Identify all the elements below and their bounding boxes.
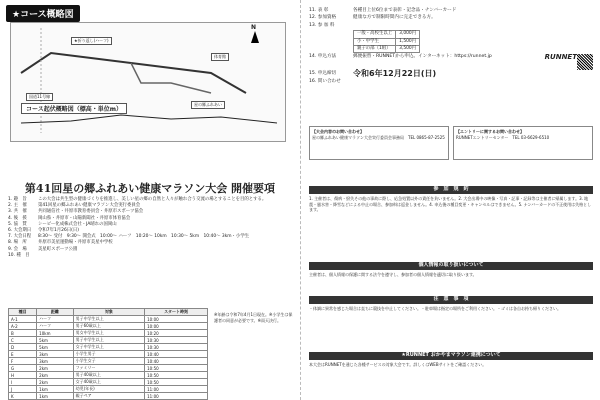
table-cell: 男子中学生以上 (73, 337, 145, 344)
right-item-value (353, 23, 593, 29)
runnet-title: ★RUNNET おかやまマラソン連携について (309, 352, 593, 360)
info-value: 令和7年1月26日(日) (38, 228, 79, 234)
runnet-section (309, 352, 593, 368)
fee-table (353, 30, 420, 53)
runnet-logo: RUNNET (544, 53, 577, 62)
right-item-row (309, 15, 593, 21)
table-row (9, 379, 208, 386)
notes-body: ・体調に異常を感じた場合は直ちに競技を中止してください。・駐車場は指定の場所をご利用ください。・ゴミは各自お持ち帰りください。 (309, 305, 561, 311)
table-cell: A-2 (9, 323, 37, 330)
fee-row (354, 31, 420, 38)
table-cell: 男子中学生以上 (73, 316, 145, 323)
rules-section (309, 186, 593, 213)
runnet-body: 本大会はRUNNETを通じた各種サービスの対象大会です。詳しくはWEBサイトをご確認ください。 (309, 361, 487, 367)
table-cell: 10:50 (145, 379, 208, 386)
right-item-key: 11. 表 彰 (309, 8, 329, 13)
info-value: 美星町スポーツ公園 (38, 246, 78, 252)
table-row (9, 365, 208, 372)
table-row (9, 393, 208, 400)
category-table (8, 308, 208, 400)
privacy-title: 個人情報の取り扱いについて (309, 262, 593, 270)
table-cell: F (9, 358, 37, 365)
table-cell: 男子60歳以上 (73, 323, 145, 330)
table-cell: 3km (37, 351, 73, 358)
table-cell: 2km (37, 365, 73, 372)
table-cell: 小学生女子 (73, 358, 145, 365)
table-cell: ハーフ (37, 323, 73, 330)
table-row (9, 344, 208, 351)
deadline-key: 15. 申込締切 (309, 71, 337, 77)
contact-key: 16. 問い合わせ (309, 78, 341, 84)
table-cell: 小学生男子 (73, 351, 145, 358)
course-map (10, 22, 286, 142)
info-value: 8:30〜 受付 9:30〜 開会式 10:00〜 ハーフ 10:20〜 10km 10:30〜 5km 10:40〜 3km・小学生 (38, 234, 250, 240)
table-cell: 幼児(年長) (73, 386, 145, 393)
table-cell: G (9, 365, 37, 372)
info-key: 5. 協 賛 (8, 221, 27, 227)
table-row (9, 351, 208, 358)
info-key: 1. 趣 旨 (8, 197, 27, 202)
info-key: 7. 大会日程 (8, 234, 32, 240)
right-item-key: 12. 参加資格 (309, 15, 337, 21)
qr-code (577, 54, 593, 70)
elevation-line (21, 115, 277, 123)
table-cell: 10:00 (145, 316, 208, 323)
table-cell: ファミリー (73, 365, 145, 372)
elevation-label: コース起伏概略図（標高・単位m） (21, 103, 127, 114)
table-cell: 男女中学生以上 (73, 330, 145, 337)
category-header-cell: 距離 (37, 309, 73, 316)
table-cell: 11:00 (145, 386, 208, 393)
category-table-header (9, 309, 208, 316)
table-cell: K (9, 393, 37, 400)
category-header-cell: スタート時刻 (145, 309, 208, 316)
table-cell: 10:40 (145, 351, 208, 358)
table-cell: 10:30 (145, 337, 208, 344)
road-label: 国道11号線 (26, 93, 53, 101)
privacy-section (309, 262, 593, 278)
rules-body: 1. 主催者は、傷病・紛失その他の事故に際し、応急処置以外の責任を負いません。2. 大会出場中の映像・写真・記事・記録等は主催者に帰属します。3. 地震・風水害・降雪などによる中止の場合、参加料は返金しません。4. 申込後の種目変更・キャンセルはできません。5. ナンバーカードの不正使用は失格とします。 (309, 195, 592, 213)
apply-row (309, 54, 593, 70)
table-cell: 10:50 (145, 365, 208, 372)
info-value (38, 253, 292, 259)
info-key: 9. 会 場 (8, 246, 27, 252)
fee-row (354, 46, 420, 53)
table-row (9, 358, 208, 365)
course-header: ★コース概略図 (6, 5, 80, 22)
table-cell: J (9, 386, 37, 393)
table-cell: 10:30 (145, 344, 208, 351)
table-cell: 5km (37, 337, 73, 344)
fee-category: 小・中学生 (354, 38, 396, 45)
table-row (9, 330, 208, 337)
table-cell: 10km (37, 330, 73, 337)
apply-value: 郵便振替・RUNNETから申込。インターネット：https://runnet.jp (353, 54, 492, 60)
table-cell: ハーフ (37, 316, 73, 323)
table-cell: C (9, 337, 37, 344)
table-cell: 2km (37, 372, 73, 379)
deadline-row (309, 71, 593, 77)
info-value: 岡山県・井原市・山陽新聞社・井原市体育協会 (38, 215, 131, 221)
category-header-cell: 種目 (9, 309, 37, 316)
table-cell: H (9, 372, 37, 379)
notes-section (309, 296, 593, 312)
deadline-value: 令和6年12月22日(日) (353, 69, 437, 79)
privacy-body: 主催者は、個人情報の保護に関する法令を遵守し、参加者の個人情報を適切に取り扱います。 (309, 271, 477, 277)
info-value: 井原市美星運動場・井原市美星中学校 (38, 240, 113, 246)
category-header-cell: 対象 (73, 309, 145, 316)
fee-row (354, 38, 420, 45)
info-value: 第41回星の郷ふれあい健康マラソン大会実行委員会 (38, 203, 141, 209)
notes-title: 注 意 事 項 (309, 296, 593, 304)
table-cell: 2km (37, 379, 73, 386)
table-row (9, 323, 208, 330)
table-cell: 10:00 (145, 323, 208, 330)
info-list (8, 197, 292, 259)
station-label: 星の郷ふれあい (191, 101, 225, 109)
north-arrow-icon (251, 31, 259, 43)
table-row (9, 386, 208, 393)
table-cell: D (9, 344, 37, 351)
right-item-row (309, 23, 593, 29)
fee-amount: 1,500円 (396, 38, 420, 45)
table-cell: 親子ペア (73, 393, 145, 400)
table-cell: 10:20 (145, 330, 208, 337)
table-cell: E (9, 351, 37, 358)
fee-amount: 3,500円 (396, 46, 420, 53)
info-value: 共同通信社・井原市教育委員会・井原市スポーツ協会 (38, 209, 144, 215)
table-cell: 1km (37, 386, 73, 393)
contact-box-event (309, 126, 449, 160)
right-item-value: 各種目上位6位まで表彰・記念品・ナンバーカード (353, 8, 457, 13)
table-cell: 男子40歳以上 (73, 372, 145, 379)
category-note: ※年齢は令和7年4月1日現在。※小学生は保護者の同意が必要です。※雨天決行。 (214, 312, 293, 323)
north-label: N (251, 24, 257, 31)
right-items (309, 8, 593, 86)
table-cell: 女子40歳以上 (73, 379, 145, 386)
right-item-key: 13. 参 加 料 (309, 22, 335, 28)
info-key: 4. 後 援 (8, 215, 27, 221)
info-value: シーピー化成株式会社・JA晴れの国岡山 (38, 221, 117, 227)
table-cell: B (9, 330, 37, 337)
page-title: 第41回星の郷ふれあい健康マラソン大会 開催要項 (24, 182, 276, 195)
info-key: 3. 共 催 (8, 209, 27, 215)
start-label: ★折り返し(ハーフ) (71, 37, 112, 45)
info-key: 8. 場 所 (8, 240, 27, 246)
fee-amount: 3,000円 (396, 31, 420, 38)
rules-title: 参 加 規 約 (309, 186, 593, 194)
info-key: 2. 主 催 (8, 203, 27, 209)
table-cell: 5km (37, 344, 73, 351)
table-cell: 1km (37, 393, 73, 400)
table-cell: A-1 (9, 316, 37, 323)
apply-key: 14. 申込方法 (309, 54, 337, 60)
table-row (9, 372, 208, 379)
fee-category: 親子の部（1組） (354, 46, 396, 53)
gym-label: 体育館 (211, 53, 229, 61)
info-key: 10. 種 目 (8, 252, 30, 258)
table-cell: 3km (37, 358, 73, 365)
info-value: この大会は共生型の健康づくりを推進し、美しい星の郷の自然と人々が触れ合う交流の場とすることを目的とする。 (38, 197, 267, 202)
contact-box-event-body: 星の郷ふれあい健康マラソン大会実行委員会事務局 TEL 0865-87-2525 (312, 134, 445, 140)
info-key: 6. 大会期日 (8, 228, 32, 234)
table-row (9, 316, 208, 323)
right-item-value: 健康な方で制限時間内に完走できる方。 (353, 15, 436, 21)
table-row (9, 337, 208, 344)
contact-box-entry-body: RUNNETエントリーセンター TEL 03-6629-6510 (456, 134, 550, 140)
info-row (8, 253, 292, 259)
contact-row (309, 79, 593, 85)
table-cell: I (9, 379, 37, 386)
table-cell: 10:50 (145, 372, 208, 379)
course-map-svg (11, 23, 287, 143)
table-cell: 10:40 (145, 358, 208, 365)
table-cell: 11:00 (145, 393, 208, 400)
contact-box-entry (453, 126, 593, 160)
contact-box-entry-title: 【エントリーに関するお問い合わせ】 (456, 129, 524, 134)
table-cell: 女子中学生以上 (73, 344, 145, 351)
contact-box-event-title: 【大会内容のお問い合わせ】 (312, 129, 364, 134)
right-item-row (309, 8, 593, 14)
right-pane (300, 0, 600, 400)
fee-category: 一般・高校生以上 (354, 31, 396, 38)
